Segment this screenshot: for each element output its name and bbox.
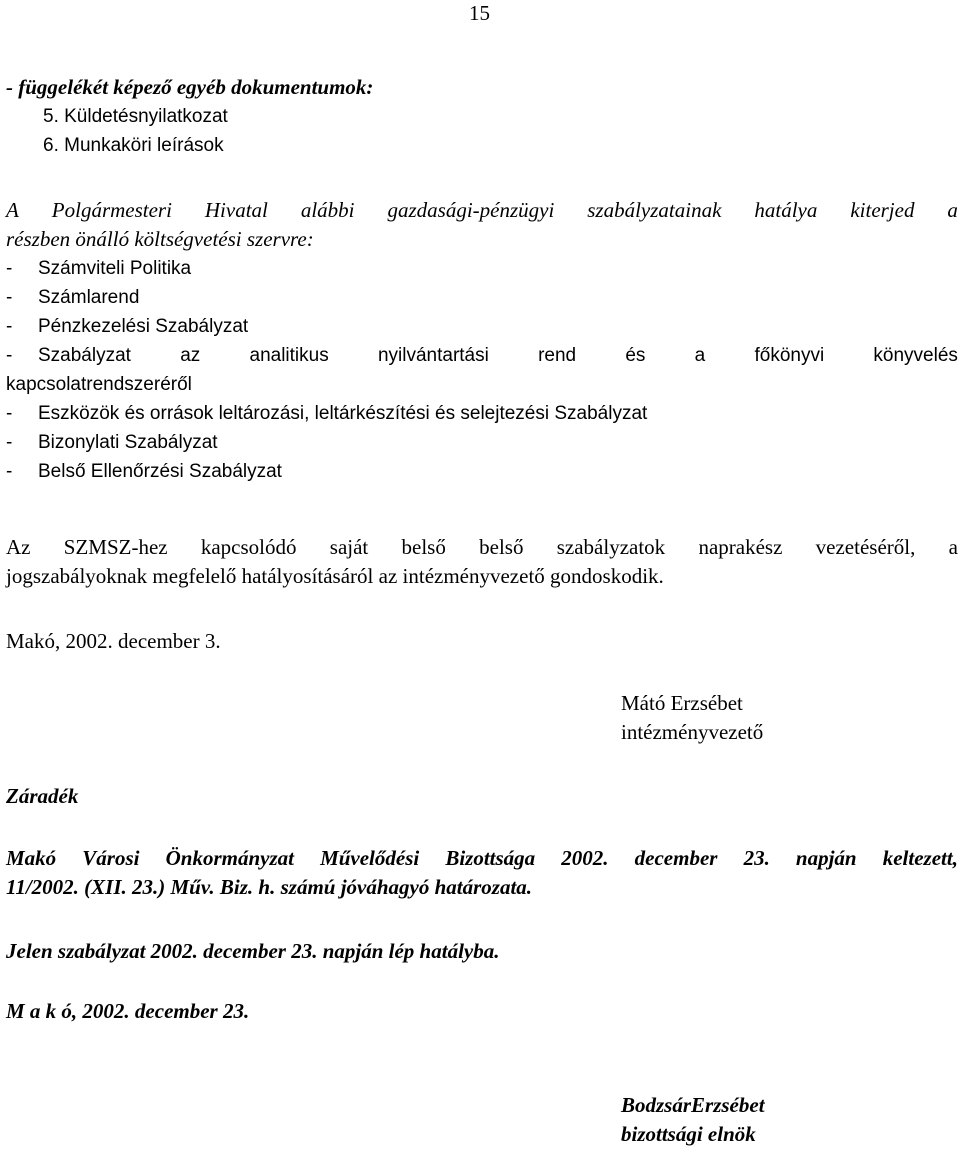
appendix-heading: - függelékét képező egyéb dokumentumok: bbox=[6, 75, 374, 99]
regulation-item: - Bizonylati Szabályzat bbox=[6, 432, 218, 453]
place-date: Makó, 2002. december 3. bbox=[6, 629, 221, 653]
word: Hivatal bbox=[204, 198, 268, 222]
clause-line1: Makó Városi Önkormányzat Művelődési Bizottsága 2002. december 23. napján keltezett, bbox=[6, 846, 958, 870]
scope-intro-line2: részben önálló költségvetési szervre: bbox=[6, 227, 314, 251]
regulation-item: - Eszközök és orrások leltározási, leltárkészítési és selejtezési Szabályzat bbox=[6, 403, 648, 424]
chair-title: bizottsági elnök bbox=[621, 1122, 756, 1146]
word: A bbox=[6, 198, 19, 222]
scope-block bbox=[6, 196, 958, 486]
word: hatálya bbox=[754, 198, 818, 222]
page-number: 15 bbox=[469, 1, 490, 25]
word: kiterjed bbox=[850, 198, 915, 222]
signature-block-2 bbox=[621, 1091, 765, 1149]
clause-heading: Záradék bbox=[6, 784, 79, 808]
szmsz-paragraph bbox=[6, 533, 958, 591]
clause-place-date: M a k ó, 2002. december 23. bbox=[6, 999, 250, 1023]
appendix-block bbox=[6, 73, 373, 160]
clause-paragraph bbox=[6, 844, 958, 902]
signatory-title: intézményvezető bbox=[621, 720, 764, 744]
regulation-item: - Szabályzat az analitikus nyilvántartási rend és a főkönyvi könyvelés bbox=[6, 345, 958, 366]
signatory-name: Mátó Erzsébet bbox=[621, 691, 743, 715]
appendix-item-6: 6. Munkaköri leírások bbox=[43, 135, 224, 156]
szmsz-line2: jogszabályoknak megfelelő hatályosításáról az intézményvezető gondoskodik. bbox=[6, 564, 664, 588]
appendix-item-5: 5. Küldetésnyilatkozat bbox=[43, 106, 228, 127]
word: Polgármesteri bbox=[51, 198, 172, 222]
signature-block-1 bbox=[621, 689, 763, 747]
regulation-item: - Belső Ellenőrzési Szabályzat bbox=[6, 461, 282, 482]
clause-line2: 11/2002. (XII. 23.) Műv. Biz. h. számú jóváhagyó határozata. bbox=[6, 875, 533, 899]
regulation-item: - Számviteli Politika bbox=[6, 258, 192, 279]
word: szabályzatainak bbox=[587, 198, 722, 222]
regulation-item: - Pénzkezelési Szabályzat bbox=[6, 316, 249, 337]
szmsz-line1: Az SZMSZ-hez kapcsolódó saját belső belső szabályzatok naprakész vezetéséről, a bbox=[6, 535, 958, 559]
effective-date: Jelen szabályzat 2002. december 23. napján lép hatályba. bbox=[6, 939, 500, 963]
scope-intro-line1 bbox=[6, 196, 958, 225]
word: alábbi bbox=[300, 198, 355, 222]
chair-name: BodzsárErzsébet bbox=[621, 1093, 765, 1117]
word: a bbox=[947, 198, 958, 222]
regulation-item-continued: kapcsolatrendszeréről bbox=[6, 374, 192, 395]
regulation-item: - Számlarend bbox=[6, 287, 140, 308]
word: gazdasági-pénzügyi bbox=[387, 198, 555, 222]
